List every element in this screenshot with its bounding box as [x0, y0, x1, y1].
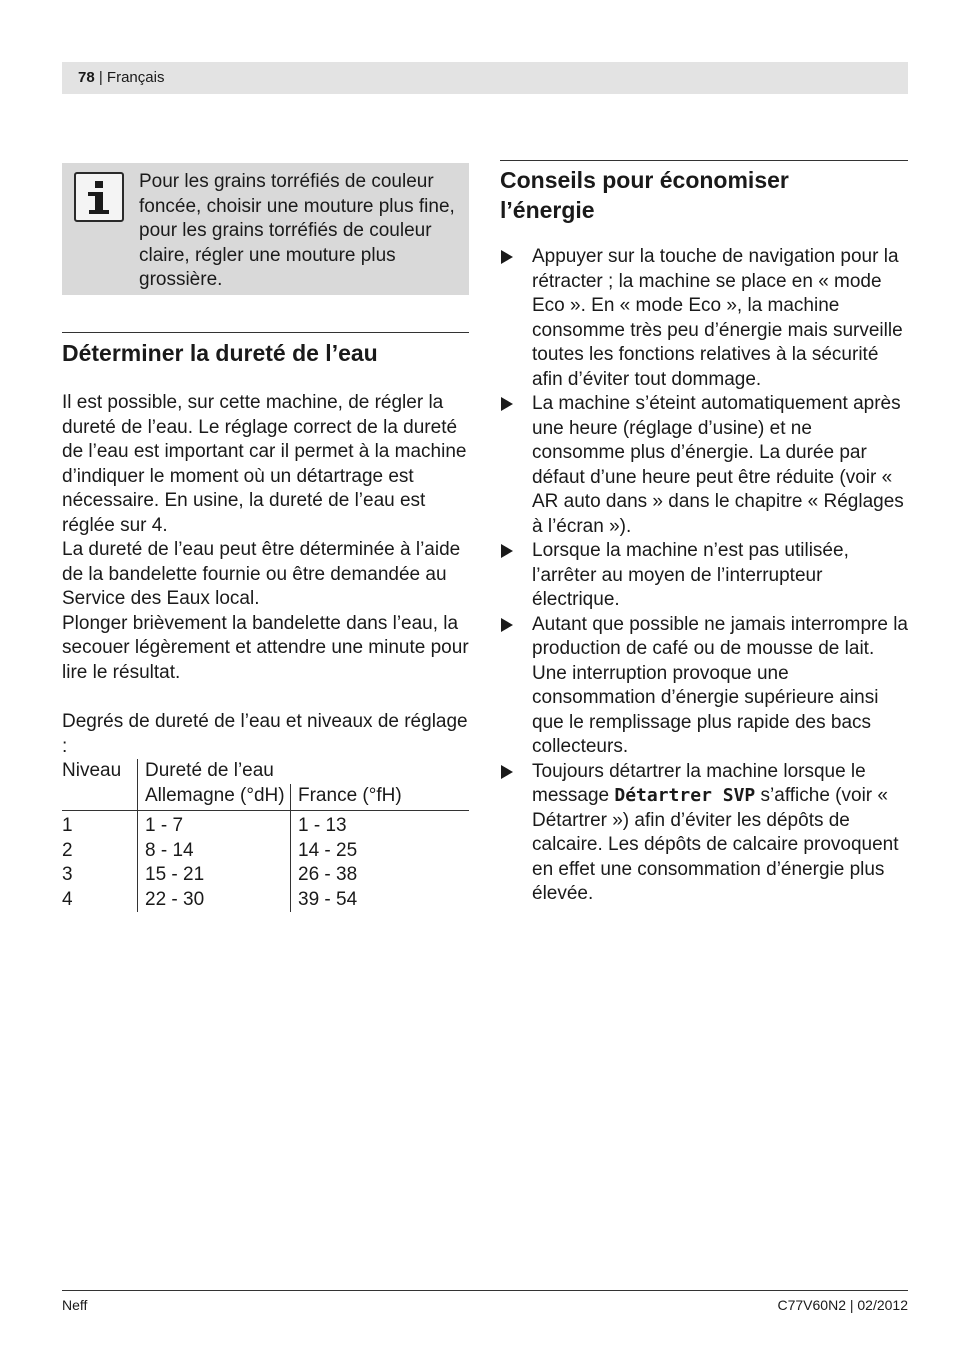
section-rule	[62, 332, 469, 333]
table-row: 3 15 - 21 26 - 38	[62, 863, 469, 888]
table-row: 2 8 - 14 14 - 25	[62, 839, 469, 864]
header-separator: |	[94, 69, 107, 86]
page-footer	[62, 1290, 908, 1313]
page-number: 78	[78, 69, 95, 86]
header-language: Français	[106, 69, 165, 86]
bullet-arrow-icon	[501, 765, 513, 779]
info-box	[62, 163, 469, 295]
list-item: Autant que possible ne jamais interrompre la production de café ou de mousse de lait. Une interruption provoque une consommation d’énergie supérieure ainsi que le remplissage plus rapide des bacs collecteurs.	[500, 613, 908, 760]
paragraph: Plonger brièvement la bandelette dans l’eau, la secouer légèrement et attendre une minute pour lire le résultat.	[62, 612, 469, 683]
footer-doc-ref: C77V60N2 | 02/2012	[777, 1297, 908, 1313]
page-header	[62, 62, 908, 94]
section-title-energy: Conseils pour économiser l’énergie	[500, 167, 789, 223]
table-header-hardness: Dureté de l’eau	[138, 759, 470, 784]
table-header-germany: Allemagne (°dH)	[138, 784, 291, 811]
table-row: 4 22 - 30 39 - 54	[62, 888, 469, 913]
list-item: La machine s’éteint automatiquement après une heure (réglage d’usine) et ne consomme plus d’énergie. La durée par défaut d’une heure peut être réduite (voir « AR auto dans » dans le chapitre « Réglages à l’écran »).	[500, 392, 908, 539]
list-item: Toujours détartrer la machine lorsque le message Détartrer SVP s’affiche (voir « Détartrer ») afin d’éviter les dépôts de calcaire. Les dépôts de calcaire provoquent en effet une consommation d’énergie plus élevée.	[500, 760, 908, 907]
energy-tips-list	[500, 245, 908, 907]
table-intro: Degrés de dureté de l’eau et niveaux de réglage :	[62, 711, 468, 757]
info-icon	[74, 172, 124, 222]
info-text: Pour les grains torréfiés de couleur foncée, choisir une mouture plus fine, pour les grains torréfiés de couleur claire, régler une mouture plus grossière.	[139, 171, 455, 290]
bullet-arrow-icon	[501, 250, 513, 264]
table-header-level: Niveau	[62, 760, 122, 781]
list-item: Lorsque la machine n’est pas utilisée, l’arrêter au moyen de l’interrupteur électrique.	[500, 539, 908, 613]
right-column	[500, 160, 908, 907]
table-header-france: France (°fH)	[291, 784, 470, 811]
bullet-arrow-icon	[501, 544, 513, 558]
bullet-arrow-icon	[501, 397, 513, 411]
paragraph: Il est possible, sur cette machine, de régler la dureté de l’eau. Le réglage correct de la dureté de l’eau est important car il permet à la machine d’indiquer le moment où un détartrage est nécessaire. En usine, la dureté de l’eau est réglée sur 4.	[62, 392, 467, 536]
hardness-table	[62, 759, 469, 912]
list-item: Appuyer sur la touche de navigation pour la rétracter ; la machine se place en « mode Eco ». En « mode Eco », la machine consomme très peu d’énergie mais surveille toutes les fonctions relatives à la sécurité afin d’éviter tout dommage.	[500, 245, 908, 392]
paragraph: La dureté de l’eau peut être déterminée à l’aide de la bandelette fournie ou être demandée au Service des Eaux local.	[62, 539, 461, 609]
left-column	[62, 163, 469, 912]
table-row: 1 1 - 7 1 - 13	[62, 811, 469, 839]
section-title-water-hardness: Déterminer la dureté de l’eau	[62, 340, 378, 366]
section-rule	[500, 160, 908, 161]
footer-brand: Neff	[62, 1297, 88, 1313]
display-message: Détartrer SVP	[614, 785, 756, 806]
bullet-arrow-icon	[501, 618, 513, 632]
